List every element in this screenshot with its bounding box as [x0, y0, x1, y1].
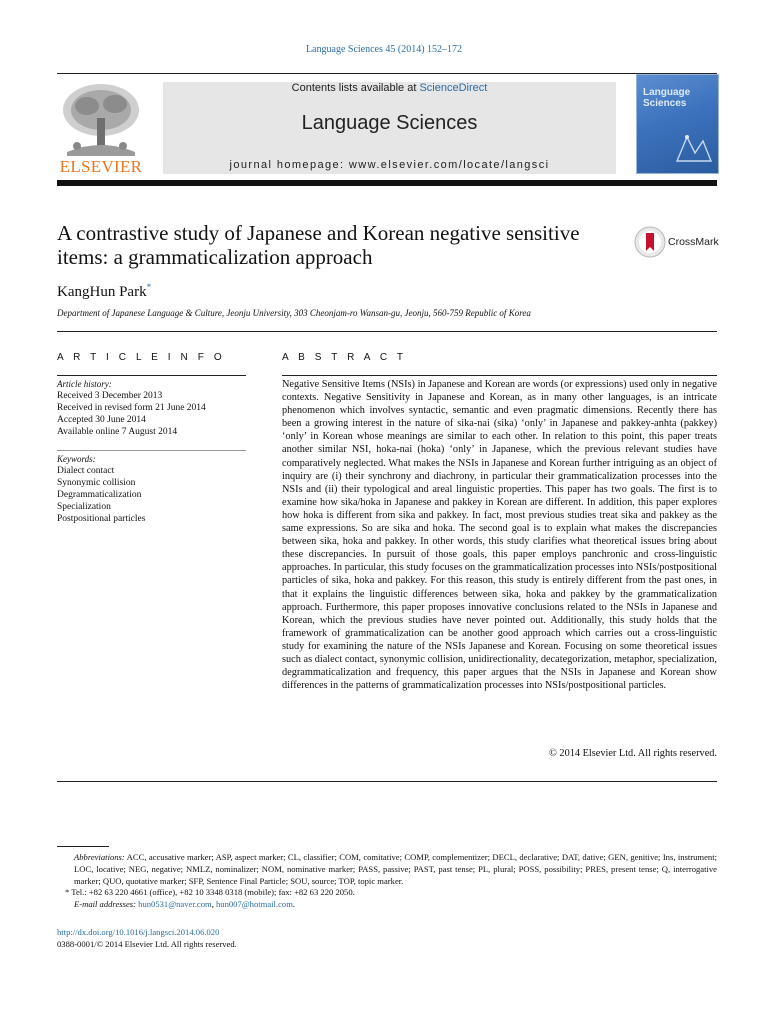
header-thick-rule [57, 180, 717, 186]
footnotes [57, 852, 717, 911]
email-separator: , [211, 899, 216, 910]
cover-title: Language Sciences [643, 87, 691, 109]
article-info-rule [57, 375, 246, 376]
abbreviations-text: ACC, accusative marker; ASP, aspect marker; CL, classifier; COM, comitative; COMP, complementizer; DECL, declarative; DAT, dative; GEN, genitive; Ins, instrument; LOC, locative; NEG, negative; NMLZ, nominalizer; NOM, nominative marker; PASS, passive; PAST, past tense; PL, plural; POSS, possibility; PRES, present tense; Q, interrogative marker; QUO, quotative marker; SFP, Sentence Final Particle; SOU, source; TOP, topic marker. [74, 852, 717, 886]
history-item: Available online 7 August 2014 [57, 427, 178, 437]
sciencedirect-link[interactable]: ScienceDirect [419, 82, 488, 94]
keyword-item: Dialect contact [57, 466, 115, 476]
abstract-copyright: © 2014 Elsevier Ltd. All rights reserved. [549, 748, 717, 759]
article-info-heading: A R T I C L E I N F O [57, 352, 226, 363]
author-affiliation: Department of Japanese Language & Culture, Jeonju University, 303 Cheonjam-ro Wansan-gu, Jeonju, 560-759 Republic of Korea [57, 308, 531, 318]
keywords-rule [57, 450, 246, 451]
footnote-rule [57, 846, 109, 847]
doi-link[interactable]: http://dx.doi.org/10.1016/j.langsci.2014.06.020 [57, 927, 220, 937]
article-title: A contrastive study of Japanese and Korean negative sensitive items: a grammaticalization approach [57, 221, 580, 269]
email-end: . [292, 899, 296, 910]
elsevier-wordmark: ELSEVIER [59, 157, 143, 176]
crossmark-label[interactable]: CrossMark [668, 236, 719, 248]
telephone-footnote: * Tel.: +82 63 220 4661 (office), +82 10 3348 0318 (mobile); fax: +82 63 220 2050. [65, 887, 355, 898]
section-rule [57, 331, 717, 332]
email-label: E-mail addresses: [74, 899, 136, 910]
abbreviations-label: Abbreviations: [74, 852, 125, 862]
keyword-item: Synonymic collision [57, 478, 136, 488]
history-label: Article history: [57, 379, 112, 389]
author-name-text: KangHun Park [57, 284, 147, 300]
history-item: Accepted 30 June 2014 [57, 415, 146, 425]
journal-reference[interactable]: Language Sciences 45 (2014) 152–172 [305, 44, 463, 55]
cover-graphic-icon [675, 131, 713, 167]
keyword-item: Postpositional particles [57, 514, 146, 524]
crossmark-icon[interactable] [634, 226, 666, 258]
email-link[interactable]: hun0531@naver.com [138, 899, 212, 910]
journal-cover-image [636, 74, 719, 174]
history-item: Received 3 December 2013 [57, 391, 163, 401]
abstract-heading: A B S T R A C T [282, 352, 407, 363]
history-item: Received in revised form 21 June 2014 [57, 403, 206, 413]
journal-homepage[interactable]: journal homepage: www.elsevier.com/locate/langsci [229, 159, 550, 171]
keyword-item: Degrammaticalization [57, 490, 142, 500]
keywords-list [57, 465, 145, 525]
email-link[interactable]: hun007@hotmail.com [215, 899, 293, 910]
contents-availability [163, 82, 616, 94]
issn-copyright: 0388-0001/© 2014 Elsevier Ltd. All rights reserved. [57, 939, 237, 949]
journal-name: Language Sciences [301, 112, 478, 134]
email-footnote [57, 899, 717, 911]
author-name [57, 282, 151, 301]
abstract-text: Negative Sensitive Items (NSIs) in Japanese and Korean are words (or expressions) used only in negative contexts. Negative Sensitivity in Japanese and Korean, as in many other languages, is an intricate phenomenon which involves syntactic, semantic and even pragmatic dimensions. Recently there has been a growing interest in the nature of sika-nai (sika) ‘only’ in Japanese and pakkey-anhta (pakkey) ‘only’ in Korean whose meanings are similar to each other. In relation to this point, this paper treats another similar NSI, hoka-nai (hoka) ‘only’ in Japanese, which the previous relevant studies have comparatively neglected. What makes the NSIs in Japanese and Korean further intriguing as an object of inquiry are (i) their synchrony and diachrony, in particular their grammaticalization processes into the NSIs and (ii) their typological and areal linguistic properties. This paper has two goals. The first is to examine how sika/hoka in Japanese and pakkey in Korean are different. In addition, this paper explores how hoka is different from sika and pakkey. In fact, most previous studies treat sika and pakkey as the same expressions. So are sika and hoka. The second goal is to explain what makes the discrepancies between sika, hoka and pakkey. In other words, this study clarifies what theoretical issues bring about these discrepancies. In pursuit of those goals, this paper employs panchronic and cross-linguistic approaches. In particular, this study focuses on the grammaticalization processes into NSIs/postpositional particles of sika, hoka and pakkey. For this reason, this study is entirely different from the past ones, in that it explains the linguistic differences between sika, hoka and pakkey by the grammaticalization approach. Furthermore, this paper proposes innovative conclusions related to the NSIs in Japanese and Korean, which the previous studies have never pointed out. Additionally, this study holds that the framework of grammaticalization can be another good approach which carries out a cross-linguistic study for examining the nature of the NSIs Japanese and Korean. Focusing on some theoretical issues such as dialect contact, synonymic collision, unidirectionality, decategorization, metaphor, specialization, degrammaticalization and frequency, this paper argues that the NSIs in Japanese and Korean show differences in the patterns of grammaticalization processes into NSIs/postpositional particles. [282, 379, 717, 692]
abbreviations-footnote [57, 852, 717, 887]
history-list [57, 390, 206, 438]
keywords-label: Keywords: [57, 454, 96, 464]
contents-prefix: Contents lists available at [291, 82, 420, 94]
keyword-item: Specialization [57, 502, 111, 512]
abstract-rule [282, 375, 717, 376]
abstract-bottom-rule [57, 781, 717, 782]
author-footnote-mark[interactable]: * [146, 282, 152, 292]
top-rule [57, 73, 717, 74]
